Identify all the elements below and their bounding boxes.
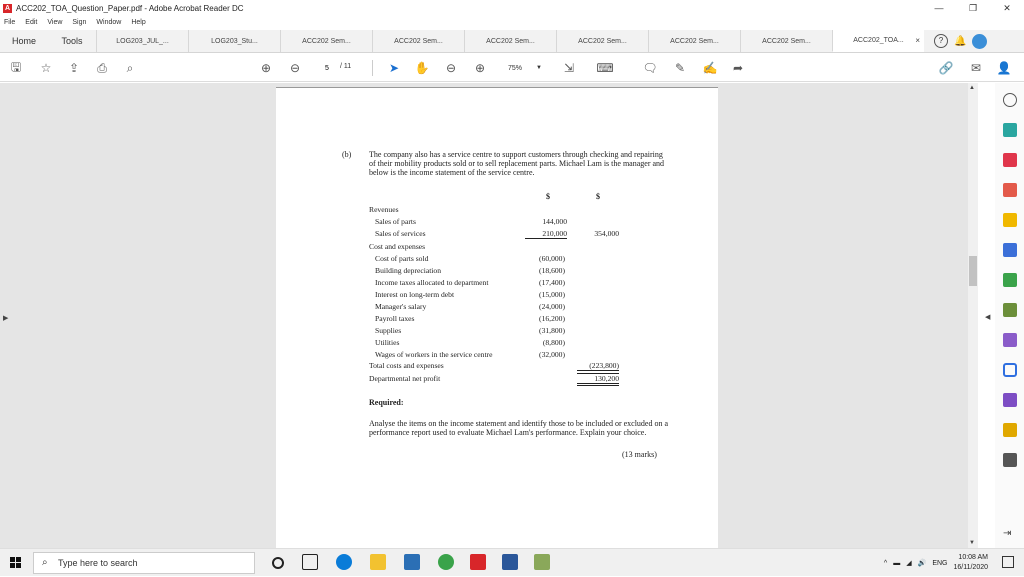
clock[interactable]: [953, 553, 988, 573]
cost-item-label: Payroll taxes: [375, 314, 415, 323]
page-total: / 11: [340, 63, 352, 70]
cost-item-value: (60,000): [539, 254, 565, 263]
task-view-icon[interactable]: [302, 554, 318, 570]
sales-services-label: Sales of services: [375, 229, 426, 238]
zoom-select[interactable]: [500, 62, 546, 75]
close-window-button[interactable]: ✕: [1003, 3, 1011, 13]
toolbar: [0, 54, 1024, 82]
account-area: [934, 30, 987, 52]
required-heading: Required:: [369, 398, 404, 407]
word-icon[interactable]: [502, 554, 518, 570]
language-indicator[interactable]: ENG: [932, 559, 948, 567]
comment-icon[interactable]: 🗨: [642, 61, 658, 75]
costs-label: Cost and expenses: [369, 242, 426, 251]
tab-home[interactable]: Home: [11, 36, 36, 46]
keyboard-icon[interactable]: ⌨: [596, 61, 614, 75]
sales-services-value: 210,000: [525, 229, 567, 239]
help-button[interactable]: ?: [934, 34, 948, 48]
profit-label: Departmental net profit: [369, 374, 441, 383]
revenues-label: Revenues: [369, 205, 399, 214]
tab-bar: [0, 30, 1024, 53]
chevron-up-icon[interactable]: ^: [883, 559, 888, 567]
cost-item-label: Interest on long-term debt: [375, 290, 455, 299]
more-tools-icon[interactable]: [1003, 453, 1017, 467]
search-icon: ⌕: [42, 557, 48, 568]
acrobat-taskbar-icon[interactable]: [470, 554, 486, 570]
cost-item-label: Cost of parts sold: [375, 254, 429, 263]
system-tray: [884, 549, 988, 577]
marks-label: (13 marks): [622, 450, 657, 459]
doc-tab[interactable]: ACC202 Sem...: [740, 30, 832, 52]
question-label: (b): [342, 150, 352, 159]
volume-icon[interactable]: 🔊: [917, 560, 927, 567]
collapse-pane-icon[interactable]: ⇥: [1003, 528, 1012, 539]
cost-item-label: Income taxes allocated to department: [375, 278, 489, 287]
doc-tab[interactable]: ACC202 Sem...: [464, 30, 556, 52]
scrollbar-thumb[interactable]: [969, 256, 977, 286]
organize-pages-icon[interactable]: [1003, 153, 1017, 167]
total-revenue-value: 354,000: [594, 229, 619, 238]
battery-icon[interactable]: ▬: [893, 559, 901, 567]
zoom-out-icon[interactable]: ⊖: [445, 61, 457, 75]
wifi-icon[interactable]: ◢: [906, 560, 912, 567]
menu-view[interactable]: View: [47, 19, 63, 26]
profit-value: 130,200: [577, 373, 619, 386]
share-icon[interactable]: ➦: [732, 61, 744, 75]
fit-page-icon[interactable]: ⇲: [563, 61, 575, 75]
vertical-scrollbar[interactable]: [968, 83, 978, 548]
doc-tab[interactable]: ACC202 Sem...: [556, 30, 648, 52]
cost-item-value: (32,000): [539, 350, 565, 359]
protect-icon[interactable]: [1003, 363, 1017, 377]
chrome-icon[interactable]: [438, 554, 454, 570]
windows-start-icon[interactable]: [10, 557, 22, 569]
doc-tab-active[interactable]: [832, 30, 924, 52]
column-header: $: [596, 192, 600, 201]
taskbar: [0, 548, 1024, 576]
avatar[interactable]: [972, 34, 987, 49]
expand-left-pane-icon[interactable]: ▶: [3, 315, 9, 322]
cost-item-label: Building depreciation: [375, 266, 442, 275]
store-icon[interactable]: [404, 554, 420, 570]
menu-file[interactable]: File: [4, 19, 16, 26]
column-header: $: [546, 192, 550, 201]
taskbar-search-input[interactable]: [33, 552, 255, 574]
send-sign-icon[interactable]: [1003, 333, 1017, 347]
cost-item-value: (16,200): [539, 314, 565, 323]
document-area: [0, 83, 968, 548]
bell-icon[interactable]: 🔔: [954, 35, 967, 47]
cost-item-value: (15,000): [539, 290, 565, 299]
comment-tool-icon[interactable]: [1003, 213, 1017, 227]
sign-icon[interactable]: ✍: [702, 61, 718, 75]
edit-pdf-icon[interactable]: [1003, 273, 1017, 287]
divider: [372, 60, 373, 76]
doc-tab[interactable]: ACC202 Sem...: [372, 30, 464, 52]
collapse-right-pane-icon[interactable]: ◀: [985, 314, 991, 321]
time: 10:08 AM: [958, 554, 988, 561]
stamp-icon[interactable]: [1003, 423, 1017, 437]
cost-item-value: (31,800): [539, 326, 565, 335]
cortana-icon[interactable]: [272, 557, 284, 569]
save-icon[interactable]: 🖫: [10, 59, 22, 74]
doc-tab[interactable]: ACC202 Sem...: [280, 30, 372, 52]
file-explorer-icon[interactable]: [370, 554, 386, 570]
upload-cloud-icon[interactable]: ⇪: [68, 61, 80, 75]
window-controls: [922, 0, 1024, 16]
date: 16/11/2020: [953, 564, 988, 571]
acrobat-icon: A: [4, 4, 11, 12]
select-cursor-icon[interactable]: ➤: [388, 61, 400, 75]
task-paragraph: Analyse the items on the income statement and identify those to be included or excluded on a performance report used to evaluate Michael Lam's performance. Explain your choice.: [369, 419, 669, 437]
cost-item-value: (17,400): [539, 278, 565, 287]
menu-edit[interactable]: Edit: [25, 19, 38, 26]
scroll-up-icon[interactable]: ▲: [969, 85, 975, 91]
hand-tool-icon[interactable]: ✋: [414, 61, 430, 75]
link-icon[interactable]: 🔗: [938, 61, 954, 75]
menu-help[interactable]: Help: [131, 19, 146, 26]
print-icon[interactable]: ⎙: [97, 60, 107, 75]
zoom-value: 75%: [508, 65, 523, 72]
search-icon[interactable]: ⌕: [126, 60, 134, 75]
cost-item-label: Wages of workers in the service centre: [375, 350, 493, 359]
menu-sign[interactable]: Sign: [72, 19, 87, 26]
intro-paragraph: The company also has a service centre to support customers through checking and repairing of their mobility products sold or to sell replacement parts. Michael Lam is the manager and below is the income statement of the service centre.: [369, 150, 665, 177]
edge-icon[interactable]: [336, 554, 352, 570]
cost-item-value: (24,000): [539, 302, 565, 311]
doc-tab[interactable]: ACC202 Sem...: [648, 30, 740, 52]
fill-sign-icon[interactable]: [1003, 303, 1017, 317]
star-icon[interactable]: ☆: [40, 61, 52, 75]
total-costs-value: (223,800): [577, 361, 619, 371]
zoom-in-icon[interactable]: ⊕: [474, 61, 486, 75]
menu-bar: [0, 16, 1024, 29]
page-number-input[interactable]: 5: [316, 61, 338, 75]
add-user-icon[interactable]: 👤: [996, 61, 1012, 75]
app-icon[interactable]: [534, 554, 550, 570]
combine-files-icon[interactable]: [1003, 243, 1017, 257]
search-zoom-icon[interactable]: [1003, 93, 1017, 107]
next-page-icon[interactable]: ⊖: [289, 61, 301, 75]
total-costs-label: Total costs and expenses: [369, 361, 444, 370]
scroll-down-icon[interactable]: ▼: [969, 540, 975, 546]
sign-tool-icon[interactable]: [1003, 393, 1017, 407]
cost-item-value: (8,800): [542, 338, 565, 347]
previous-page-icon[interactable]: ⊕: [260, 61, 272, 75]
pen-icon[interactable]: ✎: [674, 61, 686, 75]
mail-icon[interactable]: ✉: [970, 61, 982, 75]
cost-item-value: (18,600): [539, 266, 565, 275]
export-pdf-icon[interactable]: [1003, 183, 1017, 197]
restore-button[interactable]: ❐: [968, 3, 978, 13]
doc-tab[interactable]: LOG203_Stu...: [188, 30, 280, 52]
sales-parts-label: Sales of parts: [375, 217, 416, 226]
close-tab-icon[interactable]: ×: [915, 36, 920, 45]
chevron-down-icon: ▼: [536, 65, 542, 71]
cost-item-label: Utilities: [375, 338, 400, 347]
tools-pane: [995, 83, 1024, 548]
cost-item-label: Supplies: [375, 326, 402, 335]
create-pdf-icon[interactable]: [1003, 123, 1017, 137]
tab-tools[interactable]: Tools: [61, 36, 83, 46]
window-title: ACC202_TOA_Question_Paper.pdf - Adobe Acrobat Reader DC: [16, 3, 244, 13]
search-placeholder: Type here to search: [58, 558, 138, 568]
pdf-page: [276, 87, 718, 548]
notifications-icon[interactable]: [1002, 556, 1014, 568]
menu-window[interactable]: Window: [96, 19, 122, 26]
doc-tab[interactable]: LOG203_JUL_...: [96, 30, 188, 52]
title-bar: [0, 0, 1024, 16]
doc-tab-label: ACC202_TOA...: [853, 37, 904, 44]
cost-item-label: Manager's salary: [375, 302, 427, 311]
sales-parts-value: 144,000: [542, 217, 567, 226]
minimize-button[interactable]: —: [934, 3, 944, 13]
